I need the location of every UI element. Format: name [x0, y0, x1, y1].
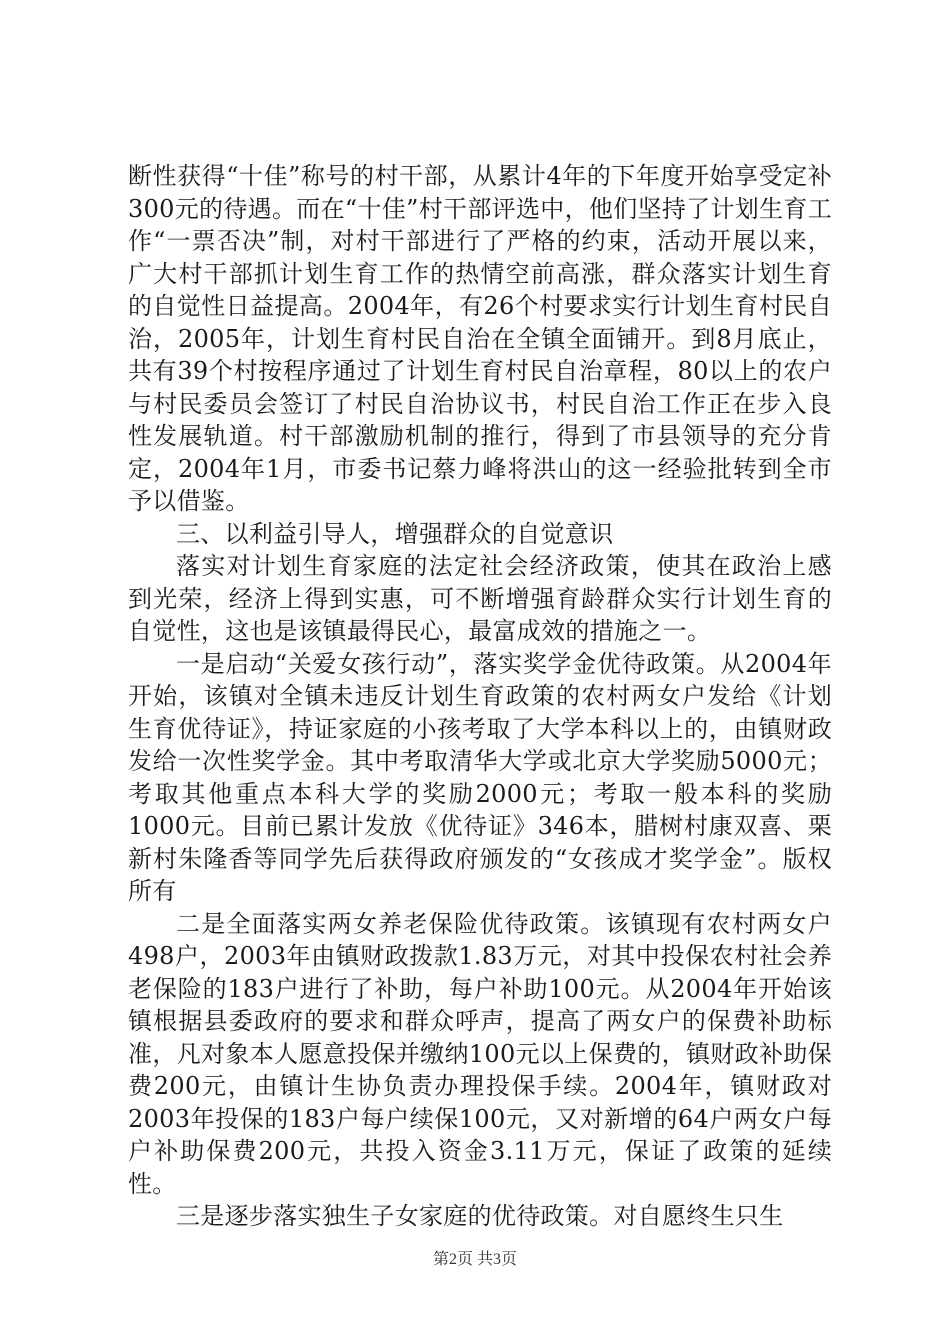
paragraph-intro: 落实对计划生育家庭的法定社会经济政策，使其在政治上感到光荣，经济上得到实惠，可不断增强育龄群众实行计划生育的自觉性，这也是该镇最得民心，最富成效的措施之一。	[128, 552, 832, 645]
paragraph-only-child-policy: 三是逐步落实独生子女家庭的优待政策。对自愿终生只生	[176, 1202, 784, 1230]
paragraph-pension-policy: 二是全面落实两女养老保险优待政策。该镇现有农村两女户498户，2003年由镇财政拨款1.83万元，对其中投保农村社会养老保险的183户进行了补助，每户补助100元。从2004年开始该镇根据县委政府的要求和群众呼声，提高了两女户的保费补助标准，凡对象本人愿意投保并缴纳100元以上保费的，镇财政补助保费200元，由镇计生协负责办理投保手续。2004年，镇财政对2003年投保的183户每户续保100元，又对新增的64户两女户每户补助保费200元，共投入资金3.11万元，保证了政策的延续性。	[128, 909, 832, 1198]
paragraph-continuation: 断性获得“十佳”称号的村干部，从累计4年的下年度开始享受定补300元的待遇。而在“十佳”村干部评选中，他们坚持了计划生育工作“一票否决”制，对村干部进行了严格的约束，活动开展以来，广大村干部抓计划生育工作的热情空前高涨，群众落实计划生育的自觉性日益提高。2004年，有26个村要求实行计划生育村民自治，2005年，计划生育村民自治在全镇全面铺开。到8月底止，共有39个村按程序通过了计划生育村民自治章程，80以上的农户与村民委员会签订了村民自治协议书，村民自治工作正在步入良性发展轨道。村干部激励机制的推行，得到了市县领导的充分肯定，2004年1月，市委书记蔡力峰将洪山的这一经验批转到全市予以借鉴。	[128, 162, 832, 515]
paragraph-scholarship-policy: 一是启动“关爱女孩行动”，落实奖学金优待政策。从2004年开始，该镇对全镇未违反计划生育政策的农村两女户发给《计划生育优待证》，持证家庭的小孩考取了大学本科以上的，由镇财政发给一次性奖学金。其中考取清华大学或北京大学奖励5000元；考取其他重点本科大学的奖励2000元；考取一般本科的奖励1000元。目前已累计发放《优待证》346本，腊树村康双喜、栗新村朱隆香等同学先后获得政府颁发的“女孩成才奖学金”。版权所有	[128, 649, 832, 905]
page-footer: 第2页 共3页	[432, 1251, 517, 1268]
section-heading: 三、以利益引导人，增强群众的自觉意识	[176, 519, 614, 548]
document-body	[128, 160, 832, 1233]
